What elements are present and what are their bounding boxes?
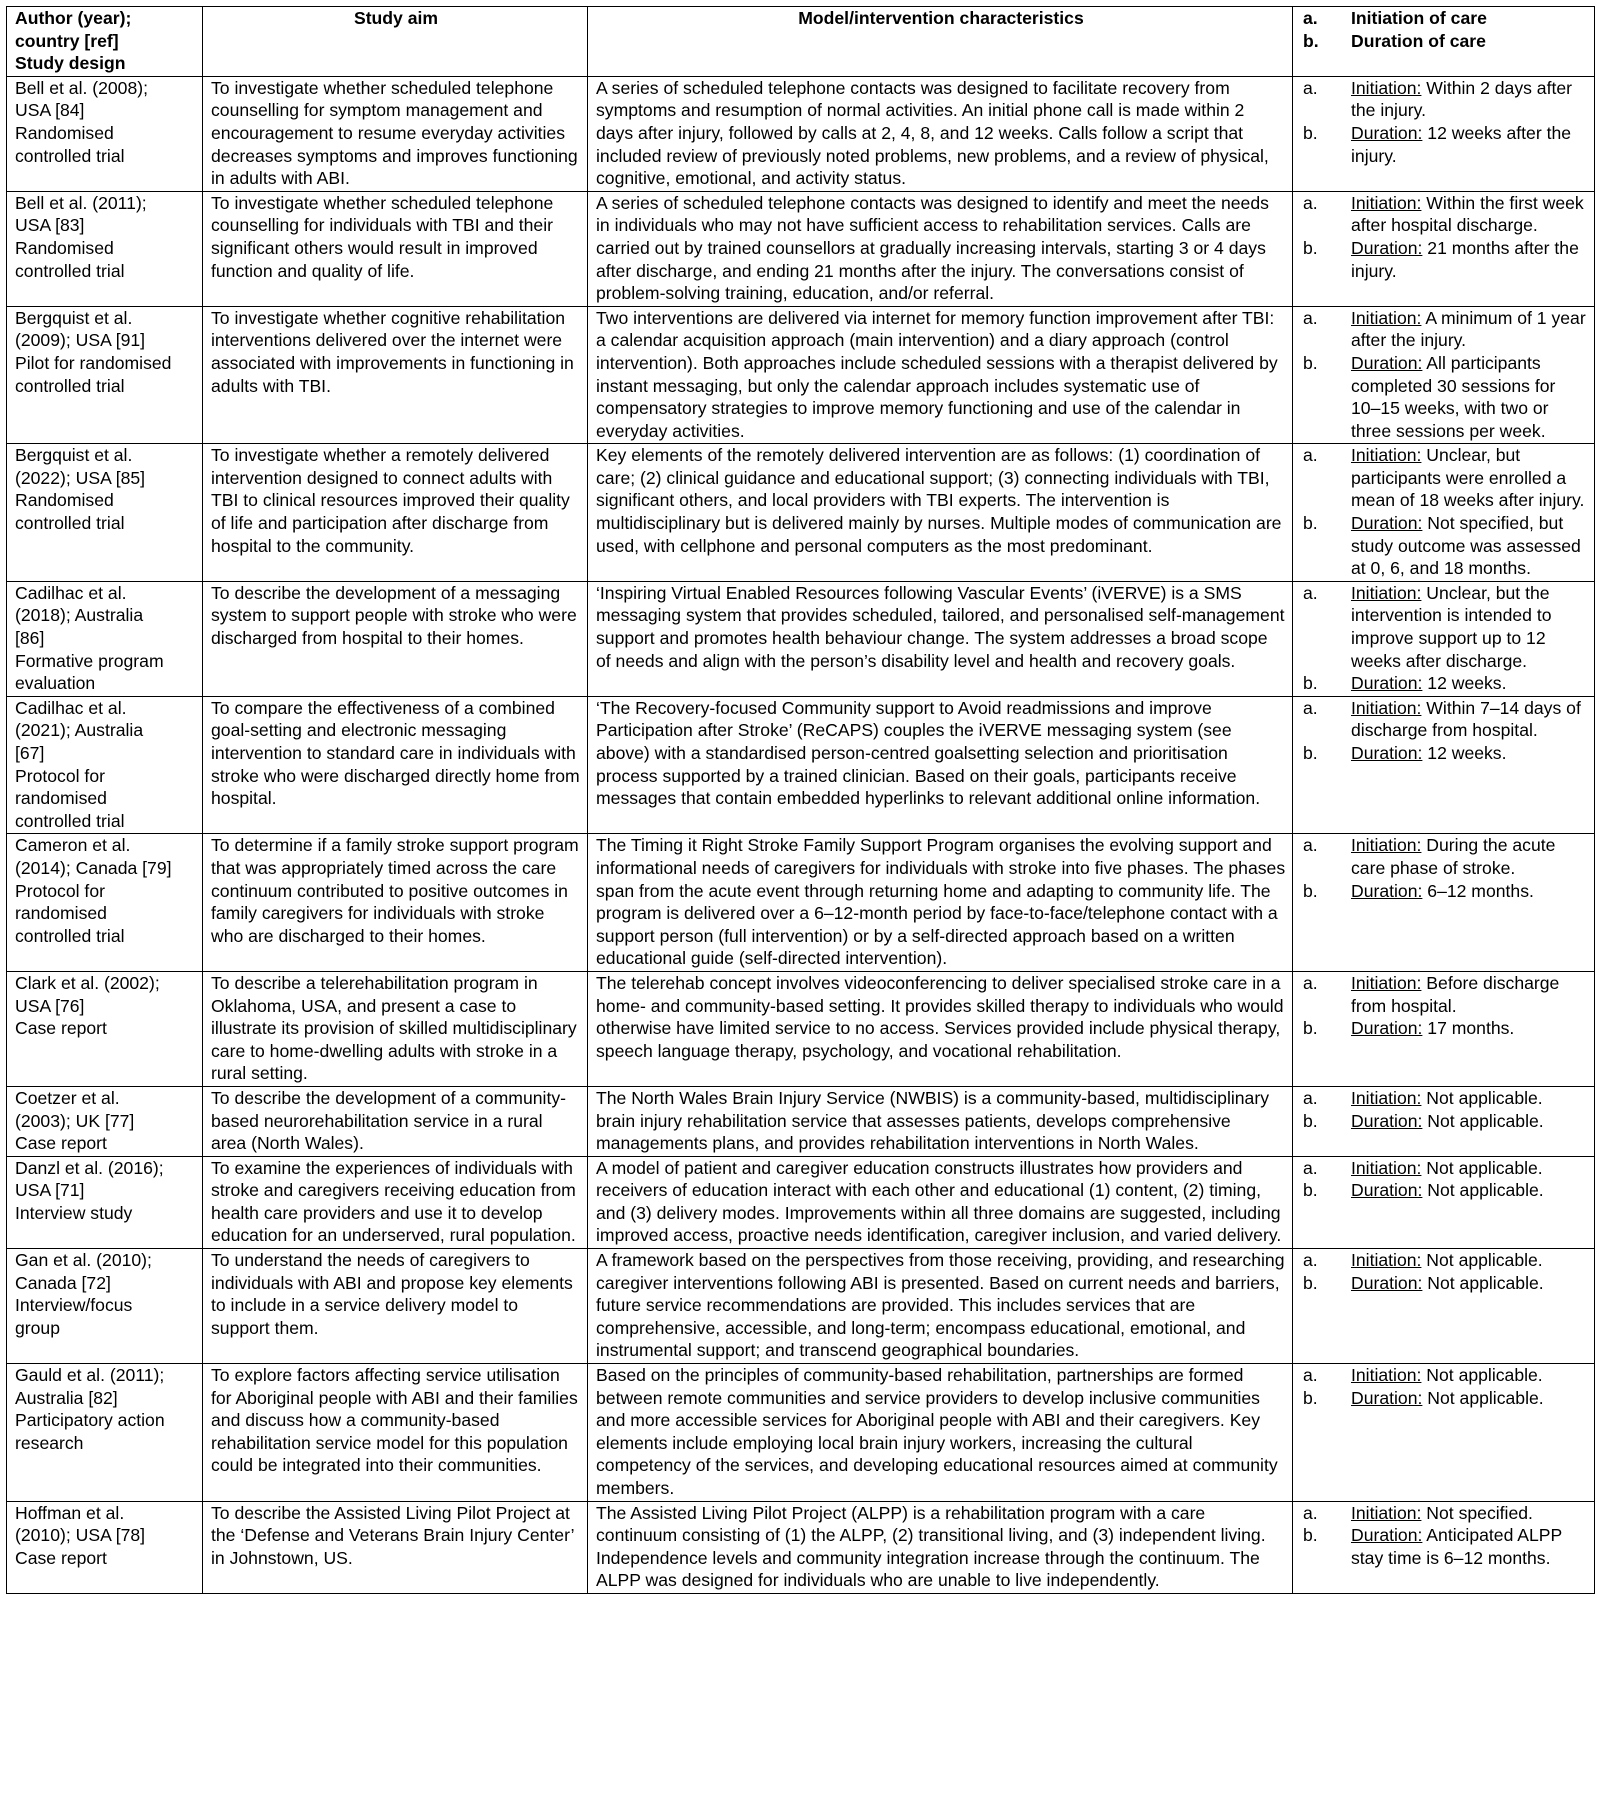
initiation-duration-cell — [1293, 696, 1595, 834]
initiation-key: Initiation: — [1351, 582, 1422, 603]
author-line: Bell et al. (2008); — [15, 77, 149, 98]
duration-key: Duration: — [1351, 122, 1423, 143]
table-row — [7, 306, 1595, 444]
header-model: Model/intervention characteristics — [588, 7, 1293, 77]
initiation-item — [1301, 307, 1588, 352]
header-initiation-label: a. — [1303, 8, 1318, 28]
initiation-text — [1351, 77, 1588, 122]
author-line: (2021); Australia — [15, 720, 144, 741]
initiation-key: Initiation: — [1351, 697, 1422, 718]
duration-label: b. — [1303, 743, 1318, 763]
duration-value: All participants completed 30 sessions for 10–15 weeks, with two or three sessions per week. — [1351, 352, 1556, 441]
duration-label: b. — [1303, 513, 1318, 534]
initiation-duration-cell — [1293, 306, 1595, 444]
duration-item — [1301, 672, 1588, 695]
initiation-key: Initiation: — [1351, 192, 1422, 213]
initiation-value: Not specified. — [1421, 1502, 1533, 1523]
author-cell — [7, 444, 203, 582]
initiation-label: a. — [1303, 697, 1318, 718]
initiation-duration-cell — [1293, 1501, 1595, 1593]
author-cell — [7, 834, 203, 972]
author-line: Gauld et al. (2011); — [15, 1365, 165, 1386]
duration-label: b. — [1303, 1272, 1318, 1293]
duration-label: b. — [1303, 237, 1318, 258]
duration-key: Duration: — [1351, 1387, 1423, 1408]
table-row — [7, 191, 1595, 306]
initiation-item — [1301, 1364, 1588, 1387]
initiation-text — [1351, 307, 1588, 352]
duration-text — [1351, 742, 1588, 765]
duration-item — [1301, 237, 1588, 282]
aim-cell: To determine if a family stroke support program that was appropriately timed across the care continuum contributed to positive outcomes in family caregivers for individuals with stroke who are discharged to their homes. — [203, 834, 588, 972]
duration-text — [1351, 1017, 1588, 1040]
initiation-text — [1351, 697, 1588, 742]
author-cell — [7, 76, 203, 191]
author-line: controlled trial — [15, 810, 125, 831]
model-cell: Two interventions are delivered via internet for memory function improvement after TBI: a calendar acquisition approach (main intervention) and a diary approach (control intervention). Both approaches include scheduled sessions with a therapist delivered by instant messaging, but only the calendar approach includes systematic use of compensatory strategies to improve memory functioning and use of the calendar in everyday activities. — [588, 306, 1293, 444]
initiation-label: a. — [1303, 835, 1318, 856]
studies-table — [6, 6, 1595, 1594]
header-author-line: Author (year); — [15, 8, 132, 28]
duration-label: b. — [1303, 1180, 1318, 1201]
duration-value: Anticipated ALPP stay time is 6–12 months. — [1351, 1525, 1562, 1568]
author-line: controlled trial — [15, 925, 125, 946]
table-row — [7, 76, 1595, 191]
author-line: Cadilhac et al. — [15, 582, 127, 603]
initiation-value: Not applicable. — [1421, 1087, 1543, 1108]
duration-item — [1301, 742, 1588, 765]
initiation-item — [1301, 834, 1588, 879]
author-line: USA [71] — [15, 1180, 85, 1201]
model-cell: ‘The Recovery-focused Community support to Avoid readmissions and improve Participation after Stroke’ (ReCAPS) couples the iVERVE messaging system (see above) with a standardised person-centred goalsetting selection and prioritisation process supported by a trained clinician. Based on their goals, participants receive messages that contain embedded hyperlinks to relevant additional online information. — [588, 696, 1293, 834]
duration-item — [1301, 1179, 1588, 1202]
duration-value: 17 months. — [1422, 1018, 1515, 1039]
author-line: controlled trial — [15, 145, 125, 166]
author-line: Interview study — [15, 1202, 133, 1223]
duration-item — [1301, 1272, 1588, 1295]
author-line: controlled trial — [15, 513, 125, 534]
header-initiation-text: Initiation of care — [1351, 8, 1487, 28]
author-line: [86] — [15, 628, 45, 649]
duration-item — [1301, 352, 1588, 442]
duration-text — [1351, 880, 1588, 903]
model-cell: A series of scheduled telephone contacts was designed to identify and meet the needs in individuals who may not have sufficient access to rehabilitation services. Calls are carried out by trained counsellors at gradually increasing intervals, starting 3 or 4 days after discharge, and ending 21 months after the injury. The conversations consist of problem-solving training, education, and/or referral. — [588, 191, 1293, 306]
author-line: (2018); Australia — [15, 605, 144, 626]
header-author — [7, 7, 203, 77]
initiation-text — [1351, 444, 1588, 512]
author-line: Cameron et al. — [15, 835, 131, 856]
author-line: Coetzer et al. — [15, 1087, 120, 1108]
author-line: (2009); USA [91] — [15, 330, 146, 351]
initiation-item — [1301, 1249, 1588, 1272]
table-row — [7, 834, 1595, 972]
aim-cell: To examine the experiences of individuals with stroke and caregivers receiving education from health care providers and use it to develop education for an underserved, rural population. — [203, 1156, 588, 1248]
duration-label: b. — [1303, 1110, 1318, 1131]
initiation-key: Initiation: — [1351, 1365, 1422, 1386]
initiation-text — [1351, 1157, 1588, 1180]
header-initiation — [1301, 7, 1588, 30]
initiation-value: Unclear, but the intervention is intended to improve support up to 12 weeks after discharge. — [1351, 582, 1552, 671]
aim-cell: To investigate whether scheduled telephone counselling for individuals with TBI and their significant others would result in improved function and quality of life. — [203, 191, 588, 306]
author-line: group — [15, 1317, 60, 1338]
duration-label: b. — [1303, 1387, 1318, 1408]
author-line: Interview/focus — [15, 1295, 133, 1316]
initiation-key: Initiation: — [1351, 1157, 1422, 1178]
author-cell — [7, 1364, 203, 1502]
initiation-key: Initiation: — [1351, 77, 1422, 98]
duration-key: Duration: — [1351, 1018, 1423, 1039]
author-line: Randomised — [15, 237, 114, 258]
duration-text — [1351, 672, 1588, 695]
model-cell: A framework based on the perspectives from those receiving, providing, and researching caregiver interventions following ABI is presented. Based on current needs and barriers, future service recommendations are provided. This includes services that are comprehensive, accessible, and long-term; encompass educational, emotional, and instrumental support; and transcend geographical boundaries. — [588, 1249, 1293, 1364]
initiation-item — [1301, 1502, 1588, 1525]
duration-item — [1301, 1524, 1588, 1569]
duration-key: Duration: — [1351, 1272, 1423, 1293]
author-cell — [7, 1249, 203, 1364]
table-row — [7, 696, 1595, 834]
duration-value: Not specified, but study outcome was assessed at 0, 6, and 18 months. — [1351, 513, 1581, 579]
initiation-item — [1301, 1157, 1588, 1180]
header-initiation-duration — [1293, 7, 1595, 77]
aim-cell: To investigate whether a remotely delivered intervention designed to connect adults with TBI to clinical resources improved their quality of life and participation after discharge from hospital to the community. — [203, 444, 588, 582]
duration-key: Duration: — [1351, 743, 1423, 763]
duration-item — [1301, 512, 1588, 580]
aim-cell: To describe a telerehabilitation program in Oklahoma, USA, and present a case to illustrate its provision of skilled multidisciplinary care to home-dwelling adults with stroke in a rural setting. — [203, 971, 588, 1086]
author-line: evaluation — [15, 673, 96, 694]
aim-cell: To describe the Assisted Living Pilot Project at the ‘Defense and Veterans Brain Injury Center’ in Johnstown, US. — [203, 1501, 588, 1593]
duration-value: 12 weeks. — [1422, 673, 1507, 694]
table-row — [7, 1086, 1595, 1156]
initiation-item — [1301, 77, 1588, 122]
initiation-item — [1301, 582, 1588, 672]
author-line: randomised — [15, 788, 107, 809]
initiation-label: a. — [1303, 1087, 1318, 1108]
author-line: USA [76] — [15, 995, 85, 1016]
aim-cell: To describe the development of a community-based neurorehabilitation service in a rural area (North Wales). — [203, 1086, 588, 1156]
table-row — [7, 444, 1595, 582]
model-cell: Based on the principles of community-based rehabilitation, partnerships are formed between remote communities and service providers to develop inclusive communities and more accessible services for Aboriginal people with ABI and their caregivers. Key elements include employing local brain injury workers, increasing the cultural competency of the services, and developing educational resources aimed at community members. — [588, 1364, 1293, 1502]
author-cell — [7, 581, 203, 696]
initiation-value: Before discharge from hospital. — [1351, 972, 1560, 1016]
model-cell: Key elements of the remotely delivered intervention are as follows: (1) coordination of care; (2) clinical guidance and educational support; (3) connecting individuals with TBI, significant others, and local providers with TBI experts. The intervention is multidisciplinary but is delivered mainly by nurses. Multiple modes of communication are used, with cellphone and personal computers as the most predominant. — [588, 444, 1293, 582]
initiation-label: a. — [1303, 77, 1318, 98]
initiation-key: Initiation: — [1351, 1502, 1422, 1523]
duration-item — [1301, 122, 1588, 167]
author-line: (2003); UK [77] — [15, 1110, 135, 1131]
author-cell — [7, 971, 203, 1086]
table-row — [7, 1156, 1595, 1248]
initiation-value: Within 7–14 days of discharge from hospital. — [1351, 697, 1581, 741]
initiation-key: Initiation: — [1351, 972, 1422, 993]
author-line: (2022); USA [85] — [15, 467, 146, 488]
author-cell — [7, 1086, 203, 1156]
initiation-value: During the acute care phase of stroke. — [1351, 835, 1556, 878]
initiation-duration-cell — [1293, 191, 1595, 306]
header-duration — [1301, 30, 1588, 53]
author-line: Clark et al. (2002); — [15, 972, 160, 993]
duration-text — [1351, 1524, 1588, 1569]
duration-key: Duration: — [1351, 352, 1423, 373]
initiation-label: a. — [1303, 1365, 1318, 1386]
initiation-text — [1351, 1502, 1588, 1525]
author-line: Bell et al. (2011); — [15, 192, 147, 213]
author-line: Canada [72] — [15, 1272, 111, 1293]
initiation-duration-cell — [1293, 1086, 1595, 1156]
initiation-duration-cell — [1293, 1249, 1595, 1364]
author-cell — [7, 1156, 203, 1248]
initiation-value: Not applicable. — [1421, 1250, 1543, 1271]
initiation-key: Initiation: — [1351, 307, 1422, 328]
duration-text — [1351, 1110, 1588, 1133]
initiation-value: Not applicable. — [1421, 1157, 1543, 1178]
initiation-text — [1351, 834, 1588, 879]
initiation-label: a. — [1303, 192, 1318, 213]
duration-item — [1301, 1017, 1588, 1040]
initiation-value: Not applicable. — [1421, 1365, 1543, 1386]
duration-value: Not applicable. — [1422, 1272, 1544, 1293]
author-line: Hoffman et al. — [15, 1502, 125, 1523]
model-cell: The Assisted Living Pilot Project (ALPP) is a rehabilitation program with a care continuum consisting of (1) the ALPP, (2) transitional living, and (3) independent living. Independence levels and community integration increase through the continuum. The ALPP was designed for individuals who are unable to live independently. — [588, 1501, 1293, 1593]
model-cell: The telerehab concept involves videoconferencing to deliver specialised stroke care in a home- and community-based setting. It provides skilled therapy to individuals who would otherwise have limited service to no access. Services provided include physical therapy, speech language therapy, psychology, and vocational rehabilitation. — [588, 971, 1293, 1086]
initiation-label: a. — [1303, 1502, 1318, 1523]
author-line: Case report — [15, 1133, 107, 1154]
duration-label: b. — [1303, 122, 1318, 143]
duration-item — [1301, 1387, 1588, 1410]
duration-key: Duration: — [1351, 1525, 1423, 1546]
initiation-value: Within the first week after hospital discharge. — [1351, 192, 1584, 236]
model-cell: The Timing it Right Stroke Family Support Program organises the evolving support and informational needs of caregivers for individuals with stroke into five phases. The phases span from the acute event through returning home and adapting to community life. The program is delivered over a 6–12-month period by face-to-face/telephone contact with a support person (full intervention) or by a self-directed approach based on a written educational guide (self-directed intervention). — [588, 834, 1293, 972]
initiation-key: Initiation: — [1351, 1250, 1422, 1271]
initiation-text — [1351, 192, 1588, 237]
initiation-item — [1301, 192, 1588, 237]
duration-value: Not applicable. — [1422, 1180, 1544, 1201]
duration-text — [1351, 237, 1588, 282]
duration-text — [1351, 122, 1588, 167]
initiation-text — [1351, 1364, 1588, 1387]
author-line: Australia [82] — [15, 1387, 118, 1408]
table-row — [7, 1501, 1595, 1593]
header-author-line: Study design — [15, 53, 126, 74]
initiation-label: a. — [1303, 582, 1318, 603]
model-cell: A series of scheduled telephone contacts was designed to facilitate recovery from symptoms and resumption of normal activities. An initial phone call is made within 2 days after injury, followed by calls at 2, 4, 8, and 12 weeks. Calls follow a script that included review of previously noted problems, new problems, and a review of physical, cognitive, emotional, and activity status. — [588, 76, 1293, 191]
author-cell — [7, 191, 203, 306]
model-cell: A model of patient and caregiver education constructs illustrates how providers and receivers of education interact with each other and educational (1) content, (2) timing, and (3) delivery modes. Improvements within all three domains are suggested, including improved access, proactive needs identification, caregiver inclusion, and varied delivery. — [588, 1156, 1293, 1248]
duration-label: b. — [1303, 673, 1318, 694]
duration-text — [1351, 512, 1588, 580]
initiation-label: a. — [1303, 307, 1318, 328]
initiation-value: Unclear, but participants were enrolled a mean of 18 weeks after injury. — [1351, 445, 1585, 511]
duration-text — [1351, 1387, 1588, 1410]
header-duration-label: b. — [1303, 30, 1319, 51]
model-cell: ‘Inspiring Virtual Enabled Resources following Vascular Events’ (iVERVE) is a SMS messaging system that provides scheduled, tailored, and personalised self-management support and promotes health behaviour change. The system addresses a broad scope of needs and align with the person’s disability level and health and recovery goals. — [588, 581, 1293, 696]
initiation-duration-cell — [1293, 1364, 1595, 1502]
duration-value: 12 weeks. — [1422, 743, 1507, 763]
initiation-duration-cell — [1293, 1156, 1595, 1248]
author-line: (2010); USA [78] — [15, 1525, 146, 1546]
author-line: [67] — [15, 743, 45, 763]
header-row — [7, 7, 1595, 77]
header-duration-text: Duration of care — [1351, 30, 1486, 51]
initiation-label: a. — [1303, 1157, 1318, 1178]
duration-label: b. — [1303, 880, 1318, 901]
duration-value: Not applicable. — [1422, 1387, 1544, 1408]
author-line: USA [83] — [15, 215, 85, 236]
author-line: Participatory action — [15, 1410, 165, 1431]
aim-cell: To compare the effectiveness of a combined goal-setting and electronic messaging intervention to standard care in individuals with stroke who were discharged directly home from hospital. — [203, 696, 588, 834]
initiation-duration-cell — [1293, 76, 1595, 191]
author-line: Formative program — [15, 650, 164, 671]
author-line: Randomised — [15, 490, 114, 511]
duration-value: Not applicable. — [1422, 1110, 1544, 1131]
table-row — [7, 1249, 1595, 1364]
initiation-item — [1301, 697, 1588, 742]
initiation-label: a. — [1303, 1250, 1318, 1271]
header-aim: Study aim — [203, 7, 588, 77]
author-line: Bergquist et al. — [15, 307, 133, 328]
author-line: Bergquist et al. — [15, 445, 133, 466]
table-row — [7, 1364, 1595, 1502]
initiation-duration-cell — [1293, 581, 1595, 696]
duration-label: b. — [1303, 352, 1318, 373]
duration-key: Duration: — [1351, 673, 1423, 694]
author-line: Case report — [15, 1018, 107, 1039]
author-line: controlled trial — [15, 260, 125, 281]
duration-item — [1301, 880, 1588, 903]
author-line: Cadilhac et al. — [15, 697, 127, 718]
duration-key: Duration: — [1351, 1180, 1423, 1201]
table-row — [7, 581, 1595, 696]
initiation-text — [1351, 1087, 1588, 1110]
author-line: Pilot for randomised — [15, 352, 172, 373]
author-cell — [7, 306, 203, 444]
initiation-item — [1301, 1087, 1588, 1110]
table-body — [7, 76, 1595, 1593]
duration-key: Duration: — [1351, 513, 1423, 534]
duration-value: 21 months after the injury. — [1351, 237, 1579, 281]
duration-label: b. — [1303, 1525, 1318, 1546]
author-line: Gan et al. (2010); — [15, 1250, 152, 1271]
initiation-duration-cell — [1293, 834, 1595, 972]
author-line: (2014); Canada [79] — [15, 857, 172, 878]
initiation-value: Within 2 days after the injury. — [1351, 77, 1573, 121]
initiation-duration-cell — [1293, 444, 1595, 582]
initiation-label: a. — [1303, 445, 1318, 466]
model-cell: The North Wales Brain Injury Service (NWBIS) is a community-based, multidisciplinary brain injury rehabilitation service that assesses patients, develops comprehensive managements plans, and provides rehabilitation interventions in North Wales. — [588, 1086, 1293, 1156]
aim-cell: To explore factors affecting service utilisation for Aboriginal people with ABI and their families and discuss how a community-based rehabilitation service model for this population could be integrated into their communities. — [203, 1364, 588, 1502]
initiation-duration-cell — [1293, 971, 1595, 1086]
header-author-line: country [ref] — [15, 30, 119, 51]
initiation-text — [1351, 582, 1588, 672]
initiation-label: a. — [1303, 972, 1318, 993]
author-line: Protocol for — [15, 765, 105, 786]
author-line: Protocol for — [15, 880, 105, 901]
author-line: USA [84] — [15, 100, 85, 121]
initiation-item — [1301, 444, 1588, 512]
duration-key: Duration: — [1351, 880, 1423, 901]
duration-key: Duration: — [1351, 1110, 1423, 1131]
author-line: Case report — [15, 1547, 107, 1568]
duration-key: Duration: — [1351, 237, 1423, 258]
initiation-text — [1351, 1249, 1588, 1272]
author-line: controlled trial — [15, 375, 125, 396]
duration-value: 12 weeks after the injury. — [1351, 122, 1572, 166]
author-cell — [7, 696, 203, 834]
aim-cell: To investigate whether scheduled telephone counselling for symptom management and encouragement to resume everyday activities decreases symptoms and improves functioning in adults with ABI. — [203, 76, 588, 191]
initiation-key: Initiation: — [1351, 1087, 1422, 1108]
duration-text — [1351, 1272, 1588, 1295]
initiation-value: A minimum of 1 year after the injury. — [1351, 307, 1586, 351]
table-row — [7, 971, 1595, 1086]
author-line: research — [15, 1432, 84, 1453]
initiation-item — [1301, 972, 1588, 1017]
duration-text — [1351, 1179, 1588, 1202]
author-line: Randomised — [15, 122, 114, 143]
initiation-key: Initiation: — [1351, 445, 1422, 466]
aim-cell: To describe the development of a messaging system to support people with stroke who were discharged from hospital to their homes. — [203, 581, 588, 696]
author-line: randomised — [15, 903, 107, 924]
author-cell — [7, 1501, 203, 1593]
aim-cell: To understand the needs of caregivers to individuals with ABI and propose key elements to include in a service delivery model to support them. — [203, 1249, 588, 1364]
initiation-key: Initiation: — [1351, 835, 1422, 856]
duration-text — [1351, 352, 1588, 442]
initiation-text — [1351, 972, 1588, 1017]
duration-label: b. — [1303, 1018, 1318, 1039]
author-line: Danzl et al. (2016); — [15, 1157, 164, 1178]
duration-value: 6–12 months. — [1422, 880, 1534, 901]
duration-item — [1301, 1110, 1588, 1133]
aim-cell: To investigate whether cognitive rehabilitation interventions delivered over the internet were associated with improvements in functioning in adults with TBI. — [203, 306, 588, 444]
